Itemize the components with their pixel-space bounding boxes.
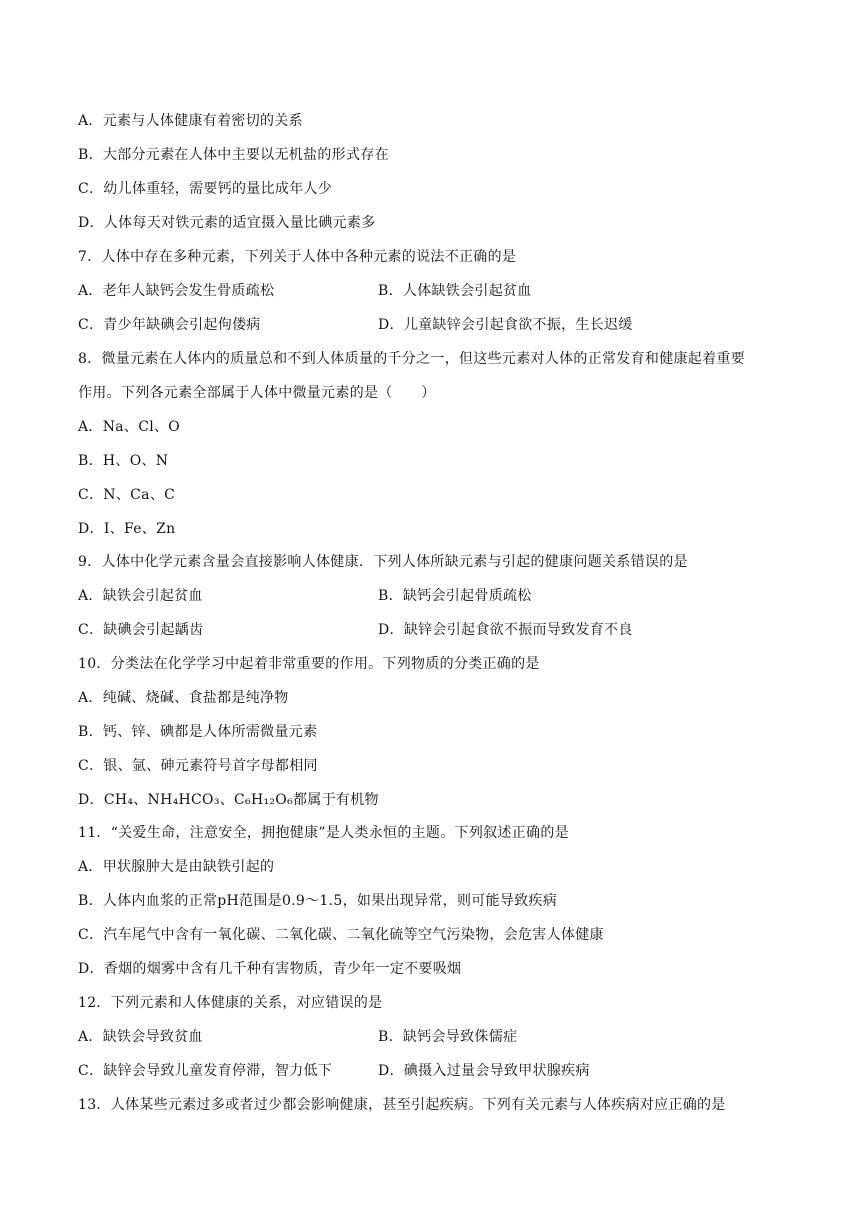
question-10-option-c: C．银、氩、砷元素符号首字母都相同 xyxy=(78,758,318,774)
option-b-text: B．大部分元素在人体中主要以无机盐的形式存在 xyxy=(78,147,389,163)
question-8-option-c: C．N、Ca、C xyxy=(78,487,176,503)
question-8-stem-line-1: 8．微量元素在人体内的质量总和不到人体质量的千分之一，但这些元素对人体的正常发育和健康起着重要 xyxy=(78,351,746,367)
question-9-option-c: C．缺碘会引起龋齿 xyxy=(78,622,204,638)
question-12-option-b: B．缺钙会导致侏儒症 xyxy=(378,1029,518,1045)
question-10-stem: 10．分类法在化学学习中起着非常重要的作用。下列物质的分类正确的是 xyxy=(78,656,540,672)
question-7-option-c: C．青少年缺碘会引起佝偻病 xyxy=(78,317,261,333)
question-8-stem-line-2: 作用。下列各元素全部属于人体中微量元素的是（ ） xyxy=(78,385,436,401)
option-a-text: A．元素与人体健康有着密切的关系 xyxy=(78,113,303,129)
question-11-option-a: A．甲状腺肿大是由缺铁引起的 xyxy=(78,859,275,875)
question-10-option-d: D．CH₄、NH₄HCO₃、C₆H₁₂O₆都属于有机物 xyxy=(78,792,379,808)
question-12-stem: 12．下列元素和人体健康的关系，对应错误的是 xyxy=(78,995,383,1011)
option-d-text: D．人体每天对铁元素的适宜摄入量比碘元素多 xyxy=(78,215,376,231)
question-13-stem: 13．人体某些元素过多或者过少都会影响健康，甚至引起疾病。下列有关元素与人体疾病对应正确的是 xyxy=(78,1097,726,1113)
question-7-option-a: A．老年人缺钙会发生骨质疏松 xyxy=(78,283,275,299)
option-c-text: C．幼儿体重轻，需要钙的量比成年人少 xyxy=(78,181,333,197)
question-12-option-a: A．缺铁会导致贫血 xyxy=(78,1029,203,1045)
question-10-option-b: B．钙、锌、碘都是人体所需微量元素 xyxy=(78,724,318,740)
question-11-option-c: C．汽车尾气中含有一氧化碳、二氧化碳、二氧化硫等空气污染物，会危害人体健康 xyxy=(78,927,604,943)
question-11-option-d: D．香烟的烟雾中含有几千种有害物质，青少年一定不要吸烟 xyxy=(78,961,462,977)
question-7-option-b: B．人体缺铁会引起贫血 xyxy=(378,283,532,299)
question-9-option-b: B．缺钙会引起骨质疏松 xyxy=(378,588,532,604)
question-12-option-d: D．碘摄入过量会导致甲状腺疾病 xyxy=(378,1063,590,1079)
question-8-option-a: A．Na、Cl、O xyxy=(78,419,181,435)
question-7-option-d: D．儿童缺锌会引起食欲不振，生长迟缓 xyxy=(378,317,633,333)
question-10-option-a: A．纯碱、烧碱、食盐都是纯净物 xyxy=(78,690,289,706)
question-9-option-d: D．缺锌会引起食欲不振而导致发育不良 xyxy=(378,622,633,638)
question-11-option-b: B．人体内血浆的正常pH范围是0.9～1.5，如果出现异常，则可能导致疾病 xyxy=(78,893,558,909)
question-9-stem: 9．人体中化学元素含量会直接影响人体健康．下列人体所缺元素与引起的健康问题关系错误的是 xyxy=(78,554,688,570)
question-9-option-a: A．缺铁会引起贫血 xyxy=(78,588,203,604)
question-11-stem: 11．“关爱生命，注意安全，拥抱健康”是人类永恒的主题。下列叙述正确的是 xyxy=(78,825,569,841)
question-8-option-d: D．I、Fe、Zn xyxy=(78,521,176,537)
question-7-stem: 7．人体中存在多种元素，下列关于人体中各种元素的说法不正确的是 xyxy=(78,249,517,265)
question-8-option-b: B．H、O、N xyxy=(78,453,169,469)
question-12-option-c: C．缺锌会导致儿童发育停滞，智力低下 xyxy=(78,1063,333,1079)
